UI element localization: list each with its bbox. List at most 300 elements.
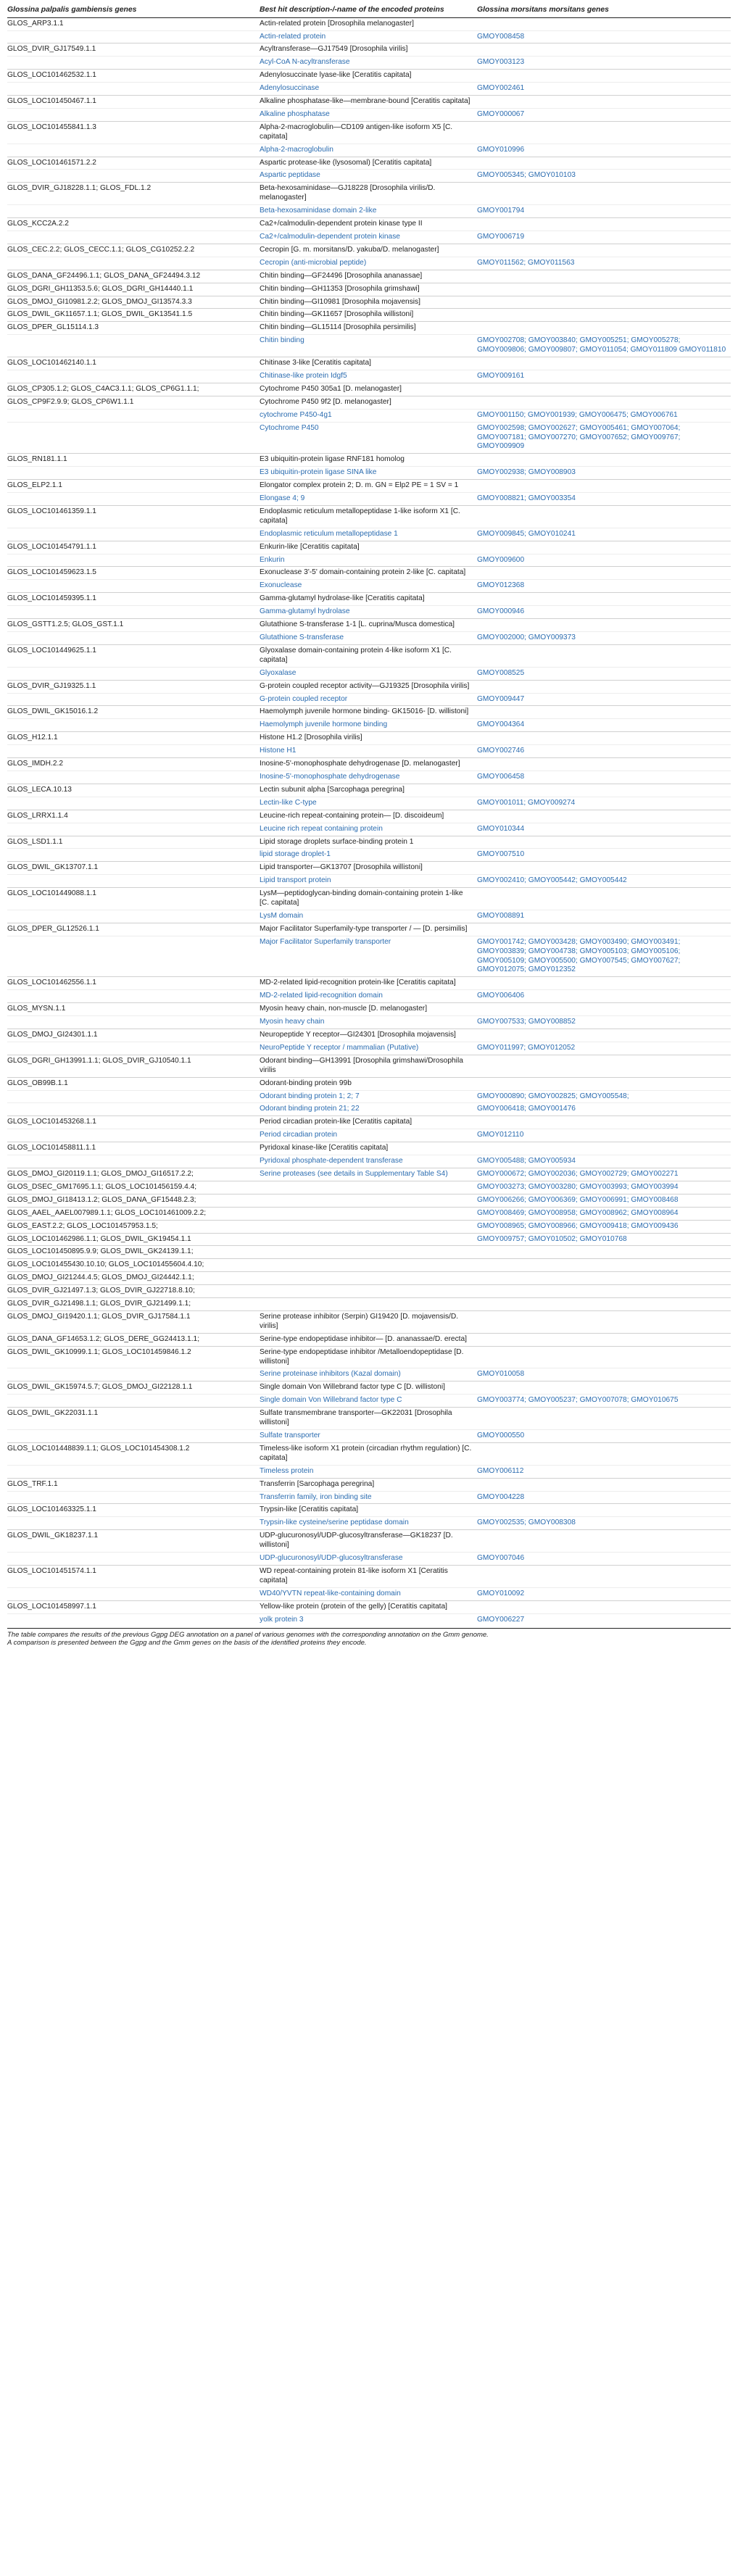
cell-description: Glutathione S-transferase 1-1 [L. cuprina/Musca domestica] <box>260 619 477 632</box>
table-row <box>7 218 731 231</box>
table-row <box>7 357 731 370</box>
table-row <box>7 30 731 43</box>
cell-description: Elongator complex protein 2; D. m. GN = Elp2 PE = 1 SV = 1 <box>260 480 477 493</box>
cell-gpg-gene: GLOS_DWIL_GK18237.1.1 <box>7 1530 260 1553</box>
table-row <box>7 1613 731 1626</box>
cell-gmm-gene <box>477 1246 731 1259</box>
cell-gpg-gene: GLOS_DVIR_GJ17549.1.1 <box>7 43 260 57</box>
table-row <box>7 1553 731 1566</box>
table-footnote <box>7 1628 731 1648</box>
table-row <box>7 810 731 823</box>
table-row <box>7 454 731 467</box>
table-row <box>7 580 731 593</box>
cell-gmm-gene: GMOY001742; GMOY003428; GMOY003490; GMOY003491; GMOY003839; GMOY004738; GMOY005103; GMOY005106; GMOY005109; GMOY005500; GMOY007545; GMOY007627; GMOY012075; GMOY012352 <box>477 936 731 977</box>
table-row <box>7 644 731 667</box>
cell-gpg-gene: GLOS_LOC101462986.1.1; GLOS_DWIL_GK19454.1.1 <box>7 1233 260 1246</box>
table-row <box>7 296 731 309</box>
table-row <box>7 283 731 296</box>
cell-gpg-gene <box>7 170 260 183</box>
table-row <box>7 1333 731 1346</box>
cell-gmm-gene: GMOY008891 <box>477 910 731 923</box>
cell-description: Actin-related protein [Drosophila melanogaster] <box>260 17 477 30</box>
cell-description: Lectin-like C-type <box>260 797 477 810</box>
table-row <box>7 144 731 157</box>
cell-gpg-gene: GLOS_DANA_GF24496.1.1; GLOS_DANA_GF24494.3.12 <box>7 270 260 283</box>
table-row <box>7 108 731 121</box>
cell-gmm-gene <box>477 1272 731 1285</box>
cell-gmm-gene <box>477 862 731 875</box>
cell-gpg-gene: GLOS_LOC101461571.2.2 <box>7 157 260 170</box>
cell-description: WD repeat-containing protein 81-like isoform X1 [Ceratitis capitata] <box>260 1565 477 1587</box>
cell-gmm-gene <box>477 1478 731 1491</box>
table-row <box>7 1077 731 1090</box>
cell-gpg-gene: GLOS_DWIL_GK10999.1.1; GLOS_LOC101459846.1.2 <box>7 1346 260 1368</box>
cell-gpg-gene <box>7 1491 260 1504</box>
cell-gmm-gene: GMOY002598; GMOY002627; GMOY005461; GMOY007064; GMOY007181; GMOY007270; GMOY007652; GMOY009767; GMOY009909 <box>477 422 731 454</box>
cell-description: Cytochrome P450 305a1 [D. melanogaster] <box>260 383 477 396</box>
cell-description: Lipid storage droplets surface-binding protein 1 <box>260 836 477 849</box>
table-body <box>7 17 731 1626</box>
cell-gpg-gene <box>7 144 260 157</box>
cell-description: Serine protease inhibitor (Serpin) GI19420 [D. mojavensis/D. virilis] <box>260 1310 477 1333</box>
cell-gmm-gene <box>477 644 731 667</box>
table-row <box>7 1491 731 1504</box>
cell-description <box>260 1285 477 1298</box>
table-row <box>7 43 731 57</box>
cell-gmm-gene <box>477 680 731 693</box>
cell-description: Lipid transporter—GK13707 [Drosophila willistoni] <box>260 862 477 875</box>
cell-gmm-gene <box>477 1116 731 1129</box>
table-row <box>7 70 731 83</box>
cell-description: Inosine-5'-monophosphate dehydrogenase <box>260 770 477 784</box>
cell-gpg-gene: GLOS_LOC101451574.1.1 <box>7 1565 260 1587</box>
cell-gpg-gene <box>7 1016 260 1029</box>
table-row <box>7 836 731 849</box>
cell-gmm-gene: GMOY005345; GMOY010103 <box>477 170 731 183</box>
cell-gmm-gene <box>477 43 731 57</box>
table-row <box>7 244 731 257</box>
table-row <box>7 505 731 528</box>
table-row <box>7 667 731 680</box>
cell-gpg-gene <box>7 797 260 810</box>
cell-gpg-gene <box>7 606 260 619</box>
cell-description: E3 ubiquitin-protein ligase RNF181 homolog <box>260 454 477 467</box>
cell-gmm-gene: GMOY008821; GMOY003354 <box>477 493 731 506</box>
cell-gpg-gene <box>7 467 260 480</box>
table-row <box>7 396 731 409</box>
cell-gpg-gene: GLOS_LOC101458997.1.1 <box>7 1600 260 1613</box>
table-row <box>7 183 731 205</box>
cell-gpg-gene: GLOS_CP305.1.2; GLOS_C4AC3.1.1; GLOS_CP6G1.1.1; <box>7 383 260 396</box>
cell-description: Transferrin family, iron binding site <box>260 1491 477 1504</box>
cell-gmm-gene <box>477 888 731 910</box>
cell-gpg-gene <box>7 335 260 357</box>
cell-gmm-gene <box>477 157 731 170</box>
cell-gpg-gene <box>7 108 260 121</box>
cell-gmm-gene: GMOY004228 <box>477 1491 731 1504</box>
table-row <box>7 370 731 383</box>
cell-gmm-gene <box>477 480 731 493</box>
cell-description <box>260 1181 477 1194</box>
cell-description: Odorant binding protein 1; 2; 7 <box>260 1090 477 1103</box>
cell-gpg-gene: GLOS_DWIL_GK15974.5.7; GLOS_DMOJ_GI22128.1.1 <box>7 1382 260 1395</box>
cell-gmm-gene: GMOY008469; GMOY008958; GMOY008962; GMOY008964 <box>477 1207 731 1220</box>
table-row <box>7 1298 731 1311</box>
cell-gpg-gene: GLOS_DVIR_GJ18228.1.1; GLOS_FDL.1.2 <box>7 183 260 205</box>
cell-description: Serine-type endopeptidase inhibitor /Metalloendopeptidase [D. willistoni] <box>260 1346 477 1368</box>
table-row <box>7 1382 731 1395</box>
table-row <box>7 910 731 923</box>
table-row <box>7 1395 731 1408</box>
cell-gmm-gene <box>477 296 731 309</box>
table-row <box>7 1530 731 1553</box>
cell-description: Serine proteases (see details in Supplementary Table S4) <box>260 1168 477 1181</box>
cell-gmm-gene: GMOY001794 <box>477 205 731 218</box>
cell-description: Timeless protein <box>260 1465 477 1478</box>
cell-gmm-gene: GMOY002410; GMOY005442; GMOY005442 <box>477 875 731 888</box>
header-gmm-genes: Glossina morsitans morsitans genes <box>477 6 731 17</box>
table-row <box>7 1310 731 1333</box>
table-row <box>7 205 731 218</box>
cell-gmm-gene <box>477 619 731 632</box>
cell-gmm-gene <box>477 977 731 990</box>
cell-gpg-gene: GLOS_DWIL_GK22031.1.1 <box>7 1408 260 1430</box>
cell-description: Chitin binding <box>260 335 477 357</box>
cell-description: MD-2-related lipid-recognition protein-like [Ceratitis capitata] <box>260 977 477 990</box>
table-row <box>7 875 731 888</box>
header-best-hit: Best hit description-/-name of the encoded proteins <box>260 6 477 17</box>
cell-description: Sulfate transporter <box>260 1430 477 1443</box>
cell-description: Myosin heavy chain <box>260 1016 477 1029</box>
cell-description: Ca2+/calmodulin-dependent protein kinase <box>260 231 477 244</box>
cell-description: Myosin heavy chain, non-muscle [D. melanogaster] <box>260 1003 477 1016</box>
table-row <box>7 977 731 990</box>
cell-gmm-gene: GMOY006227 <box>477 1613 731 1626</box>
cell-gmm-gene: GMOY008458 <box>477 30 731 43</box>
cell-gpg-gene: GLOS_CEC.2.2; GLOS_CECC.1.1; GLOS_CG10252.2.2 <box>7 244 260 257</box>
cell-gmm-gene: GMOY012110 <box>477 1129 731 1142</box>
cell-gmm-gene <box>477 541 731 554</box>
cell-description: Leucine rich repeat containing protein <box>260 823 477 836</box>
cell-description: Serine proteinase inhibitors (Kazal domain) <box>260 1368 477 1382</box>
gene-comparison-table <box>7 6 731 1626</box>
table-row <box>7 619 731 632</box>
cell-gpg-gene: GLOS_LOC101459623.1.5 <box>7 567 260 580</box>
cell-gpg-gene: GLOS_DANA_GF14653.1.2; GLOS_DERE_GG24413.1.1; <box>7 1333 260 1346</box>
cell-description: Enkurin <box>260 554 477 567</box>
cell-gpg-gene <box>7 1042 260 1055</box>
cell-gmm-gene <box>477 732 731 745</box>
cell-gpg-gene <box>7 875 260 888</box>
cell-description: Alpha-2-macroglobulin <box>260 144 477 157</box>
cell-gmm-gene: GMOY010996 <box>477 144 731 157</box>
cell-gpg-gene: GLOS_DWIL_GK13707.1.1 <box>7 862 260 875</box>
cell-gpg-gene: GLOS_LOC101455841.1.3 <box>7 121 260 144</box>
cell-gmm-gene <box>477 758 731 771</box>
cell-description: Trypsin-like cysteine/serine peptidase domain <box>260 1517 477 1530</box>
cell-gpg-gene: GLOS_LRRX1.1.4 <box>7 810 260 823</box>
table-row <box>7 1430 731 1443</box>
cell-description: Chitin binding—GL15114 [Drosophila persimilis] <box>260 322 477 335</box>
table-row <box>7 1517 731 1530</box>
cell-gmm-gene: GMOY012368 <box>477 580 731 593</box>
cell-gmm-gene: GMOY006266; GMOY006369; GMOY006991; GMOY008468 <box>477 1194 731 1207</box>
cell-gmm-gene <box>477 283 731 296</box>
cell-gpg-gene <box>7 493 260 506</box>
cell-description: Pyridoxal kinase-like [Ceratitis capitata] <box>260 1142 477 1155</box>
cell-gpg-gene <box>7 823 260 836</box>
table-row <box>7 1142 731 1155</box>
table-row <box>7 1220 731 1233</box>
cell-gmm-gene: GMOY008965; GMOY008966; GMOY009418; GMOY009436 <box>477 1220 731 1233</box>
table-row <box>7 1368 731 1382</box>
cell-gmm-gene: GMOY010058 <box>477 1368 731 1382</box>
cell-gpg-gene: GLOS_LOC101448839.1.1; GLOS_LOC101454308.1.2 <box>7 1442 260 1465</box>
cell-description: Serine-type endopeptidase inhibitor— [D. ananassae/D. erecta] <box>260 1333 477 1346</box>
cell-description: Elongase 4; 9 <box>260 493 477 506</box>
cell-gpg-gene <box>7 667 260 680</box>
cell-description: Endoplasmic reticulum metallopeptidase 1 <box>260 528 477 541</box>
cell-gpg-gene: GLOS_DVIR_GJ19325.1.1 <box>7 680 260 693</box>
cell-description: Adenylosuccinase <box>260 83 477 96</box>
table-row <box>7 83 731 96</box>
cell-gpg-gene: GLOS_LOC101458811.1.1 <box>7 1142 260 1155</box>
cell-description: Lipid transport protein <box>260 875 477 888</box>
cell-gpg-gene: GLOS_RN181.1.1 <box>7 454 260 467</box>
cell-description: WD40/YVTN repeat-like-containing domain <box>260 1587 477 1600</box>
cell-gpg-gene: GLOS_H12.1.1 <box>7 732 260 745</box>
cell-gmm-gene <box>477 784 731 797</box>
footnote-line-2: A comparison is presented between the Ggpg and the Gmm genes on the basis of the identified proteins they encode. <box>7 1639 367 1647</box>
cell-description: Alkaline phosphatase-like—membrane-bound [Ceratitis capitata] <box>260 96 477 109</box>
table-row <box>7 1565 731 1587</box>
cell-description: Aspartic peptidase <box>260 170 477 183</box>
cell-gpg-gene: GLOS_DPER_GL15114.1.3 <box>7 322 260 335</box>
cell-description: Odorant binding—GH13991 [Drosophila grimshawi/Drosophila virilis <box>260 1055 477 1077</box>
cell-gpg-gene: GLOS_LOC101462532.1.1 <box>7 70 260 83</box>
cell-gpg-gene <box>7 231 260 244</box>
cell-description: Beta-hexosaminidase domain 2-like <box>260 205 477 218</box>
cell-description <box>260 1272 477 1285</box>
cell-gpg-gene <box>7 910 260 923</box>
cell-description <box>260 1233 477 1246</box>
cell-gpg-gene: GLOS_DGRI_GH13991.1.1; GLOS_DVIR_GJ10540.1.1 <box>7 1055 260 1077</box>
cell-gpg-gene: GLOS_EAST.2.2; GLOS_LOC101457953.1.5; <box>7 1220 260 1233</box>
cell-gmm-gene <box>477 1600 731 1613</box>
cell-gmm-gene <box>477 17 731 30</box>
cell-gpg-gene: GLOS_LOC101461359.1.1 <box>7 505 260 528</box>
cell-gmm-gene: GMOY000067 <box>477 108 731 121</box>
cell-gpg-gene: GLOS_LOC101459395.1.1 <box>7 593 260 606</box>
cell-description: cytochrome P450-4g1 <box>260 409 477 422</box>
cell-gmm-gene: GMOY003123 <box>477 57 731 70</box>
cell-gmm-gene <box>477 1142 731 1155</box>
cell-gpg-gene <box>7 1430 260 1443</box>
cell-gmm-gene <box>477 96 731 109</box>
cell-gpg-gene <box>7 257 260 270</box>
table-row <box>7 480 731 493</box>
cell-description: Lectin subunit alpha [Sarcophaga peregrina] <box>260 784 477 797</box>
cell-gpg-gene: GLOS_LOC101462140.1.1 <box>7 357 260 370</box>
cell-gpg-gene <box>7 1155 260 1168</box>
table-row <box>7 1272 731 1285</box>
cell-gpg-gene: GLOS_LOC101449625.1.1 <box>7 644 260 667</box>
table-row <box>7 1181 731 1194</box>
table-row <box>7 719 731 732</box>
cell-gmm-gene <box>477 1346 731 1368</box>
cell-gpg-gene <box>7 1587 260 1600</box>
cell-gmm-gene: GMOY002000; GMOY009373 <box>477 632 731 645</box>
table-row <box>7 1442 731 1465</box>
cell-description: Cecropin [G. m. morsitans/D. yakuba/D. melanogaster] <box>260 244 477 257</box>
cell-gmm-gene: GMOY004364 <box>477 719 731 732</box>
table-row <box>7 309 731 322</box>
cell-gmm-gene <box>477 1408 731 1430</box>
cell-description: Glyoxalase <box>260 667 477 680</box>
cell-gmm-gene <box>477 270 731 283</box>
table-row <box>7 541 731 554</box>
cell-gpg-gene: GLOS_DMOJ_GI18413.1.2; GLOS_DANA_GF15448.2.3; <box>7 1194 260 1207</box>
cell-gpg-gene <box>7 770 260 784</box>
table-row <box>7 567 731 580</box>
cell-gmm-gene <box>477 357 731 370</box>
cell-gpg-gene: GLOS_LSD1.1.1 <box>7 836 260 849</box>
cell-gmm-gene <box>477 593 731 606</box>
table-row <box>7 632 731 645</box>
table-row <box>7 17 731 30</box>
cell-gmm-gene: GMOY009161 <box>477 370 731 383</box>
cell-gmm-gene <box>477 244 731 257</box>
cell-description: UDP-glucuronosyl/UDP-glucosyltransferase—GK18237 [D. willistoni] <box>260 1530 477 1553</box>
cell-gmm-gene <box>477 1382 731 1395</box>
cell-gpg-gene <box>7 580 260 593</box>
table-row <box>7 936 731 977</box>
table-row <box>7 732 731 745</box>
cell-description: Histone H1 <box>260 745 477 758</box>
cell-description: Ca2+/calmodulin-dependent protein kinase type II <box>260 218 477 231</box>
cell-description: Acyltransferase—GJ17549 [Drosophila virilis] <box>260 43 477 57</box>
cell-description: Alpha-2-macroglobulin—CD109 antigen-like isoform X5 [C. capitata] <box>260 121 477 144</box>
table-row <box>7 1478 731 1491</box>
cell-gmm-gene: GMOY006112 <box>477 1465 731 1478</box>
cell-gmm-gene <box>477 1077 731 1090</box>
cell-gpg-gene <box>7 990 260 1003</box>
cell-gpg-gene <box>7 1090 260 1103</box>
table-row <box>7 1103 731 1116</box>
cell-description: Histone H1.2 [Drosophila virilis] <box>260 732 477 745</box>
cell-gpg-gene <box>7 1553 260 1566</box>
cell-gpg-gene: GLOS_LECA.10.13 <box>7 784 260 797</box>
cell-gmm-gene <box>477 70 731 83</box>
table-row <box>7 322 731 335</box>
cell-gmm-gene <box>477 567 731 580</box>
cell-description: yolk protein 3 <box>260 1613 477 1626</box>
table-row <box>7 745 731 758</box>
cell-gpg-gene: GLOS_DMOJ_GI24301.1.1 <box>7 1029 260 1042</box>
cell-description: Chitin binding—GH11353 [Drosophila grimshawi] <box>260 283 477 296</box>
cell-gmm-gene: GMOY001011; GMOY009274 <box>477 797 731 810</box>
cell-description <box>260 1298 477 1311</box>
cell-gpg-gene <box>7 1395 260 1408</box>
cell-description: E3 ubiquitin-protein ligase SINA like <box>260 467 477 480</box>
cell-description: Haemolymph juvenile hormone binding- GK15016- [D. willistoni] <box>260 706 477 719</box>
cell-gmm-gene <box>477 1504 731 1517</box>
cell-gmm-gene <box>477 1333 731 1346</box>
cell-description <box>260 1246 477 1259</box>
cell-description: MD-2-related lipid-recognition domain <box>260 990 477 1003</box>
cell-gpg-gene <box>7 205 260 218</box>
cell-gmm-gene <box>477 322 731 335</box>
cell-gmm-gene: GMOY006418; GMOY001476 <box>477 1103 731 1116</box>
table-header <box>7 6 731 17</box>
cell-gmm-gene <box>477 706 731 719</box>
table-row <box>7 157 731 170</box>
cell-gmm-gene: GMOY003774; GMOY005237; GMOY007078; GMOY010675 <box>477 1395 731 1408</box>
table-row <box>7 270 731 283</box>
cell-gmm-gene <box>477 121 731 144</box>
cell-gpg-gene: GLOS_LOC101463325.1.1 <box>7 1504 260 1517</box>
cell-gmm-gene <box>477 383 731 396</box>
cell-gpg-gene: GLOS_DWIL_GK11657.1.1; GLOS_DWIL_GK13541.1.5 <box>7 309 260 322</box>
cell-description: Single domain Von Willebrand factor type C <box>260 1395 477 1408</box>
cell-description: Acyl-CoA N-acyltransferase <box>260 57 477 70</box>
cell-gmm-gene: GMOY008525 <box>477 667 731 680</box>
cell-gpg-gene: GLOS_LOC101453268.1.1 <box>7 1116 260 1129</box>
cell-description: Neuropeptide Y receptor—GI24301 [Drosophila mojavensis] <box>260 1029 477 1042</box>
table-row <box>7 706 731 719</box>
cell-gmm-gene <box>477 309 731 322</box>
cell-gpg-gene: GLOS_KCC2A.2.2 <box>7 218 260 231</box>
cell-gmm-gene: GMOY010092 <box>477 1587 731 1600</box>
cell-gpg-gene <box>7 1368 260 1382</box>
cell-gmm-gene <box>477 454 731 467</box>
cell-gmm-gene: GMOY000946 <box>477 606 731 619</box>
footnote-line-1: The table compares the results of the previous Ggpg DEG annotation on a panel of various genomes with the corresponding annotation on the Gmm genome. <box>7 1630 489 1639</box>
table-row <box>7 1194 731 1207</box>
cell-description: Beta-hexosaminidase—GJ18228 [Drosophila virilis/D. melanogaster] <box>260 183 477 205</box>
cell-gmm-gene <box>477 1285 731 1298</box>
cell-description: Odorant-binding protein 99b <box>260 1077 477 1090</box>
cell-gpg-gene: GLOS_DMOJ_GI10981.2.2; GLOS_DMOJ_GI13574.3.3 <box>7 296 260 309</box>
table-row <box>7 1246 731 1259</box>
cell-gpg-gene <box>7 745 260 758</box>
cell-gmm-gene <box>477 1310 731 1333</box>
cell-gpg-gene: GLOS_LOC101455430.10.10; GLOS_LOC101455604.4.10; <box>7 1259 260 1272</box>
cell-description: Leucine-rich repeat-containing protein— [D. discoideum] <box>260 810 477 823</box>
cell-description: Transferrin [Sarcophaga peregrina] <box>260 1478 477 1491</box>
cell-description: Timeless-like isoform X1 protein (circadian rhythm regulation) [C. capitata] <box>260 1442 477 1465</box>
cell-description: Adenylosuccinate lyase-like [Ceratitis capitata] <box>260 70 477 83</box>
cell-description: G-protein coupled receptor activity—GJ19325 [Drosophila virilis] <box>260 680 477 693</box>
table-row <box>7 1233 731 1246</box>
table-row <box>7 554 731 567</box>
cell-description: Inosine-5'-monophosphate dehydrogenase [D. melanogaster] <box>260 758 477 771</box>
cell-gpg-gene <box>7 849 260 862</box>
cell-description: Pyridoxal phosphate-dependent transferase <box>260 1155 477 1168</box>
cell-gpg-gene <box>7 1517 260 1530</box>
table-row <box>7 1055 731 1077</box>
cell-gmm-gene: GMOY001150; GMOY001939; GMOY006475; GMOY006761 <box>477 409 731 422</box>
cell-gmm-gene: GMOY002708; GMOY003840; GMOY005251; GMOY005278; GMOY009806; GMOY009807; GMOY011054; GMOY011809 GMOY011810 <box>477 335 731 357</box>
cell-gmm-gene <box>477 1565 731 1587</box>
cell-description: NeuroPeptide Y receptor / mammalian (Putative) <box>260 1042 477 1055</box>
cell-gmm-gene: GMOY002938; GMOY008903 <box>477 467 731 480</box>
table-row <box>7 1016 731 1029</box>
cell-description: Chitin binding—GF24496 [Drosophila ananassae] <box>260 270 477 283</box>
cell-gpg-gene: GLOS_LOC101454791.1.1 <box>7 541 260 554</box>
cell-description <box>260 1220 477 1233</box>
cell-gpg-gene <box>7 422 260 454</box>
